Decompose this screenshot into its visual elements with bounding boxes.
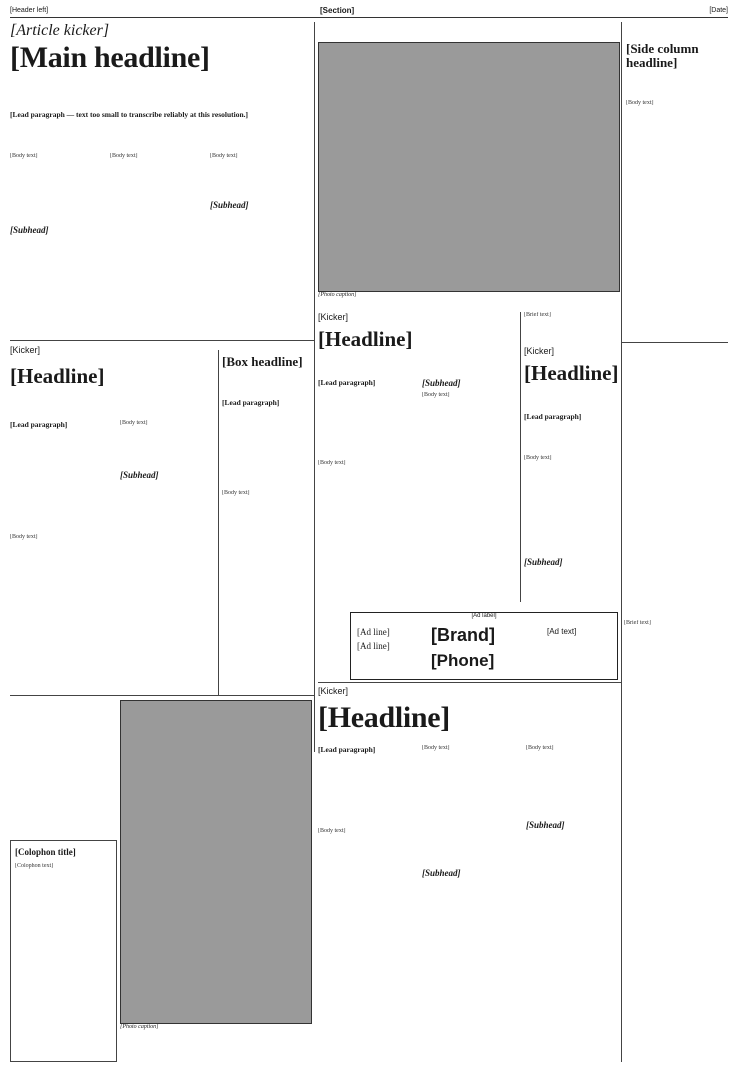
a6-subhead: [Subhead]: [524, 557, 563, 567]
a1-body-col3: [Body text]: [210, 153, 238, 159]
a7-lead: [Lead paragraph]: [318, 745, 376, 754]
ad-line1: [Ad line]: [357, 627, 390, 637]
ad-line2: [Ad line]: [357, 641, 390, 651]
a1-kicker: [Article kicker]: [10, 22, 110, 39]
a1-subhead-1: [Subhead]: [10, 225, 49, 235]
a1-body-col2: [Body text]: [110, 153, 138, 159]
ad-phone: [Phone]: [431, 651, 495, 670]
a1-lead: [Lead paragraph — text too small to transcribe reliably at this resolution.]: [10, 110, 249, 119]
a3-headline: [Headline]: [10, 365, 105, 388]
a3-lead: [Lead paragraph]: [10, 420, 68, 429]
colophon-title: [Colophon title]: [15, 847, 76, 857]
advertisement: [350, 612, 618, 680]
header-date: [Date]: [709, 7, 728, 14]
a5-kicker: [Kicker]: [318, 312, 349, 322]
a7-body-col2: [Body text]: [422, 745, 450, 751]
photo-1: [318, 42, 620, 292]
photo-1-caption: [Photo caption]: [318, 292, 357, 298]
a1-headline: [Main headline]: [10, 42, 210, 74]
a3-subhead-1: [Subhead]: [120, 470, 159, 480]
a7-body-col3: [Body text]: [526, 745, 554, 751]
ad-right: [Ad text]: [547, 627, 577, 636]
a5-lead: [Lead paragraph]: [318, 378, 376, 387]
a5-body-col2: [Body text]: [422, 392, 450, 398]
photo-2: [120, 700, 312, 1024]
a7-subhead-1: [Subhead]: [422, 868, 461, 878]
a4-lead: [Lead paragraph]: [222, 398, 280, 407]
a7-body-col1: [Body text]: [318, 828, 346, 834]
header-section: [Section]: [320, 6, 355, 15]
a5-body-col1: [Body text]: [318, 460, 346, 466]
ad-brand: [Brand]: [431, 625, 495, 645]
a7-kicker: [Kicker]: [318, 686, 349, 696]
a6-kicker: [Kicker]: [524, 346, 555, 356]
a6-lead: [Lead paragraph]: [524, 412, 582, 421]
colophon-body: [Colophon text]: [15, 863, 54, 869]
colophon: [10, 840, 117, 1062]
a2-headline: [Side column headline]: [626, 42, 699, 70]
page-header: [10, 5, 728, 18]
a5-subhead: [Subhead]: [422, 378, 461, 388]
a5-headline: [Headline]: [318, 328, 413, 351]
header-left: [Header left]: [10, 7, 49, 14]
a4-body: [Body text]: [222, 490, 250, 496]
a3-body-col2: [Body text]: [120, 420, 148, 426]
a6-body: [Body text]: [524, 455, 552, 461]
photo-2-caption: [Photo caption]: [120, 1024, 159, 1030]
a4-headline: [Box headline]: [222, 355, 303, 369]
a7-headline: [Headline]: [318, 702, 450, 734]
a2-body: [Body text]: [626, 100, 654, 106]
brief-1: [Brief text]: [524, 312, 551, 318]
brief-2: [Brief text]: [624, 620, 651, 626]
a1-body-col1: [Body text]: [10, 153, 38, 159]
ad-label: [Ad label]: [471, 613, 497, 619]
a6-headline: [Headline]: [524, 362, 619, 385]
a3-kicker: [Kicker]: [10, 345, 41, 355]
a3-body-col1: [Body text]: [10, 534, 38, 540]
a1-subhead-2: [Subhead]: [210, 200, 249, 210]
a7-subhead-2: [Subhead]: [526, 820, 565, 830]
